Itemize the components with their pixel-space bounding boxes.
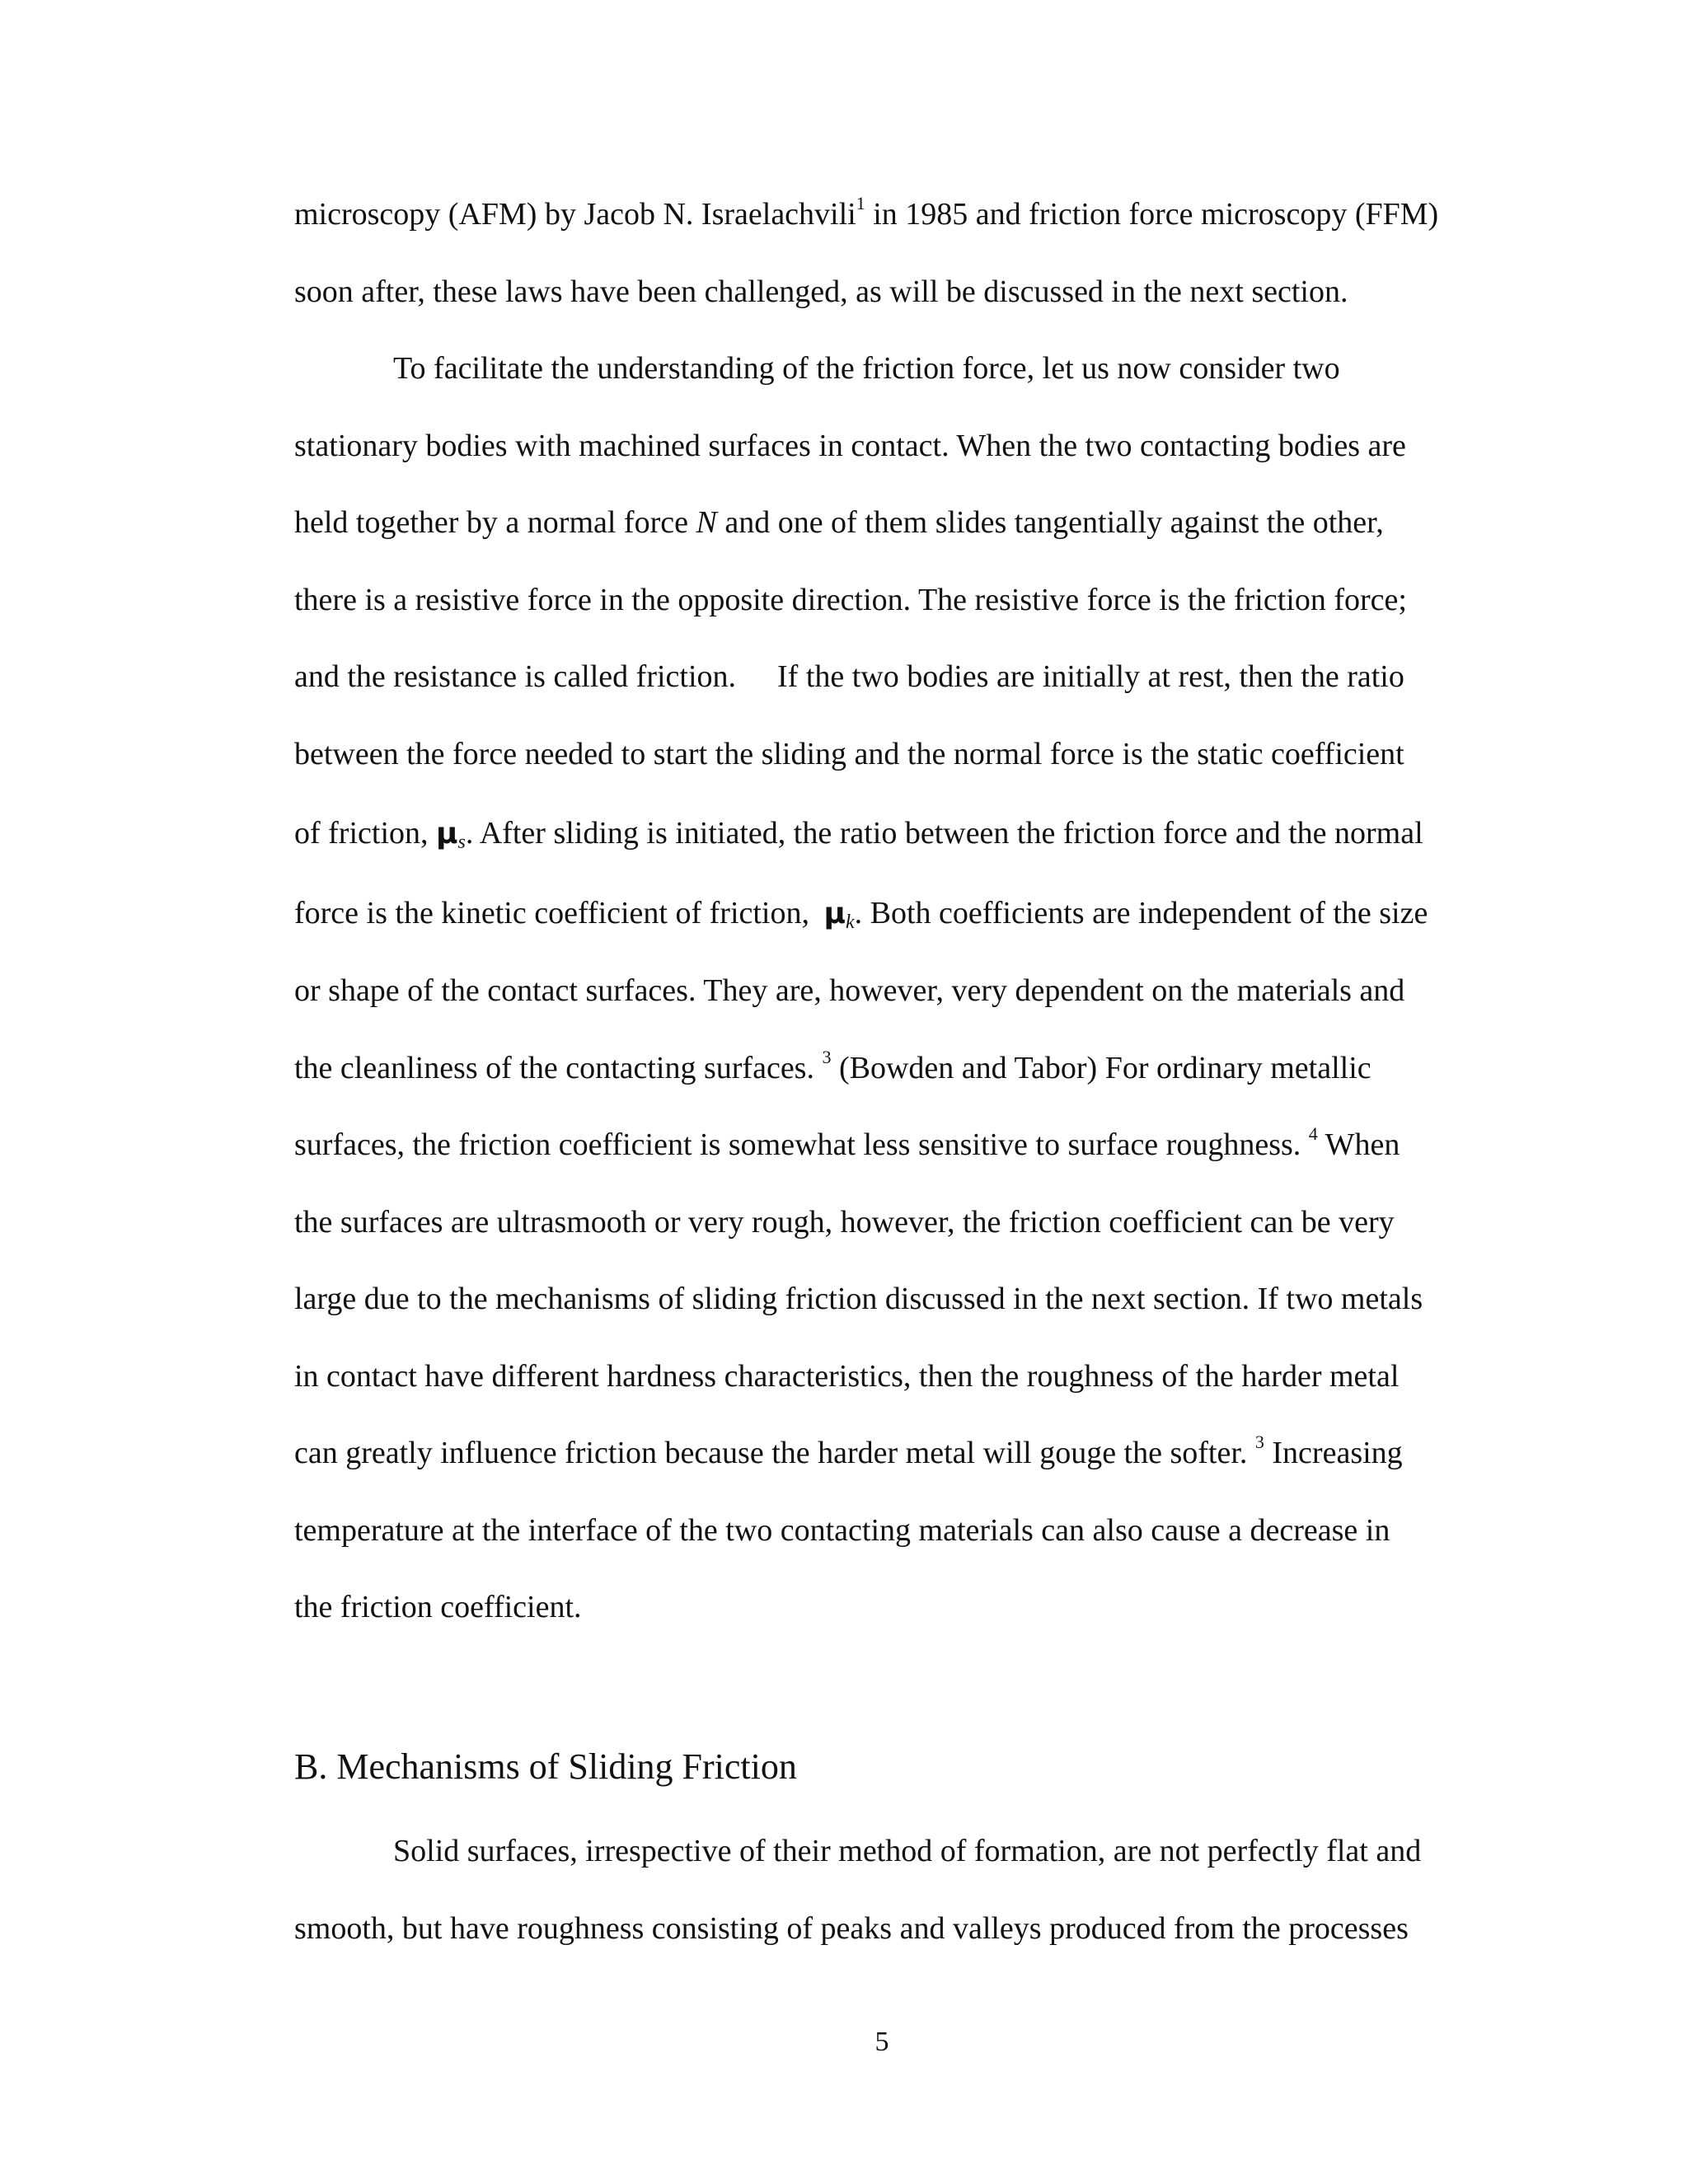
body-text-line — [294, 1047, 1372, 1086]
text-span: force is the kinetic coefficient of friction, — [294, 896, 818, 930]
footnote-ref: 3 — [1254, 1432, 1264, 1452]
section-heading: B. Mechanisms of Sliding Friction — [294, 1746, 797, 1787]
text-span: microscopy (AFM) by Jacob N. Israelachvili — [294, 197, 856, 232]
text-span: and the resistance is called friction. — [294, 659, 737, 694]
body-text-line — [294, 504, 1384, 541]
mu-symbol: μ — [823, 897, 846, 930]
body-text-line: stationary bodies with machined surfaces in contact. When the two contacting bodies are — [294, 429, 1406, 463]
text-span: Increasing — [1264, 1436, 1403, 1470]
body-text-line: temperature at the interface of the two contacting materials can also cause a decrease in — [294, 1513, 1390, 1548]
body-text-line: the surfaces are ultrasmooth or very rough, however, the friction coefficient can be very — [294, 1205, 1395, 1240]
body-text-line: there is a resistive force in the opposite direction. The resistive force is the friction force; — [294, 583, 1407, 617]
text-span: When — [1317, 1127, 1400, 1162]
body-text-line — [294, 815, 1423, 860]
body-text-line — [294, 658, 1404, 695]
text-span: can greatly influence friction because the harder metal will gouge the softer. — [294, 1436, 1248, 1470]
subscript: s — [457, 832, 466, 853]
text-span: . Both coefficients are independent of the size — [854, 896, 1428, 930]
paragraph-first-line: To facilitate the understanding of the friction force, let us now consider two — [393, 351, 1340, 386]
body-text-line — [294, 1432, 1403, 1471]
footnote-ref: 1 — [856, 193, 865, 213]
normal-force-symbol: N — [696, 505, 717, 540]
text-span: the cleanliness of the contacting surfaces. — [294, 1051, 814, 1085]
body-text-line: or shape of the contact surfaces. They are, however, very dependent on the materials and — [294, 973, 1405, 1008]
text-span: (Bowden and Tabor) For ordinary metallic — [831, 1051, 1372, 1085]
text-span: and one of them slides tangentially against the other, — [716, 505, 1384, 540]
body-text-line — [294, 193, 1439, 232]
body-text-line — [294, 895, 1428, 940]
body-text-line: smooth, but have roughness consisting of peaks and valleys produced from the processes — [294, 1911, 1409, 1946]
text-span: of friction, — [294, 816, 437, 851]
mu-symbol: μ — [436, 817, 458, 851]
text-span: surfaces, the friction coefficient is somewhat less sensitive to surface roughness. — [294, 1127, 1301, 1162]
body-text-line: soon after, these laws have been challenged, as will be discussed in the next section. — [294, 274, 1348, 309]
text-span: If the two bodies are initially at rest, then the ratio — [777, 659, 1404, 694]
text-span: held together by a normal force — [294, 505, 696, 540]
text-span: in 1985 and friction force microscopy (FFM) — [865, 197, 1439, 232]
subscript: k — [845, 912, 855, 933]
paragraph-first-line: Solid surfaces, irrespective of their method of formation, are not perfectly flat and — [393, 1834, 1422, 1868]
body-text-line: large due to the mechanisms of sliding friction discussed in the next section. If two metals — [294, 1282, 1423, 1316]
page-number: 5 — [874, 2027, 889, 2057]
text-span: . After sliding is initiated, the ratio between the friction force and the normal — [465, 816, 1423, 851]
footnote-ref: 3 — [822, 1047, 832, 1067]
body-text-line: between the force needed to start the sliding and the normal force is the static coefficient — [294, 737, 1404, 771]
footnote-ref: 4 — [1308, 1123, 1318, 1144]
body-text-line — [294, 1123, 1400, 1163]
body-text-line: the friction coefficient. — [294, 1590, 582, 1624]
body-text-line: in contact have different hardness characteristics, then the roughness of the harder metal — [294, 1359, 1400, 1394]
